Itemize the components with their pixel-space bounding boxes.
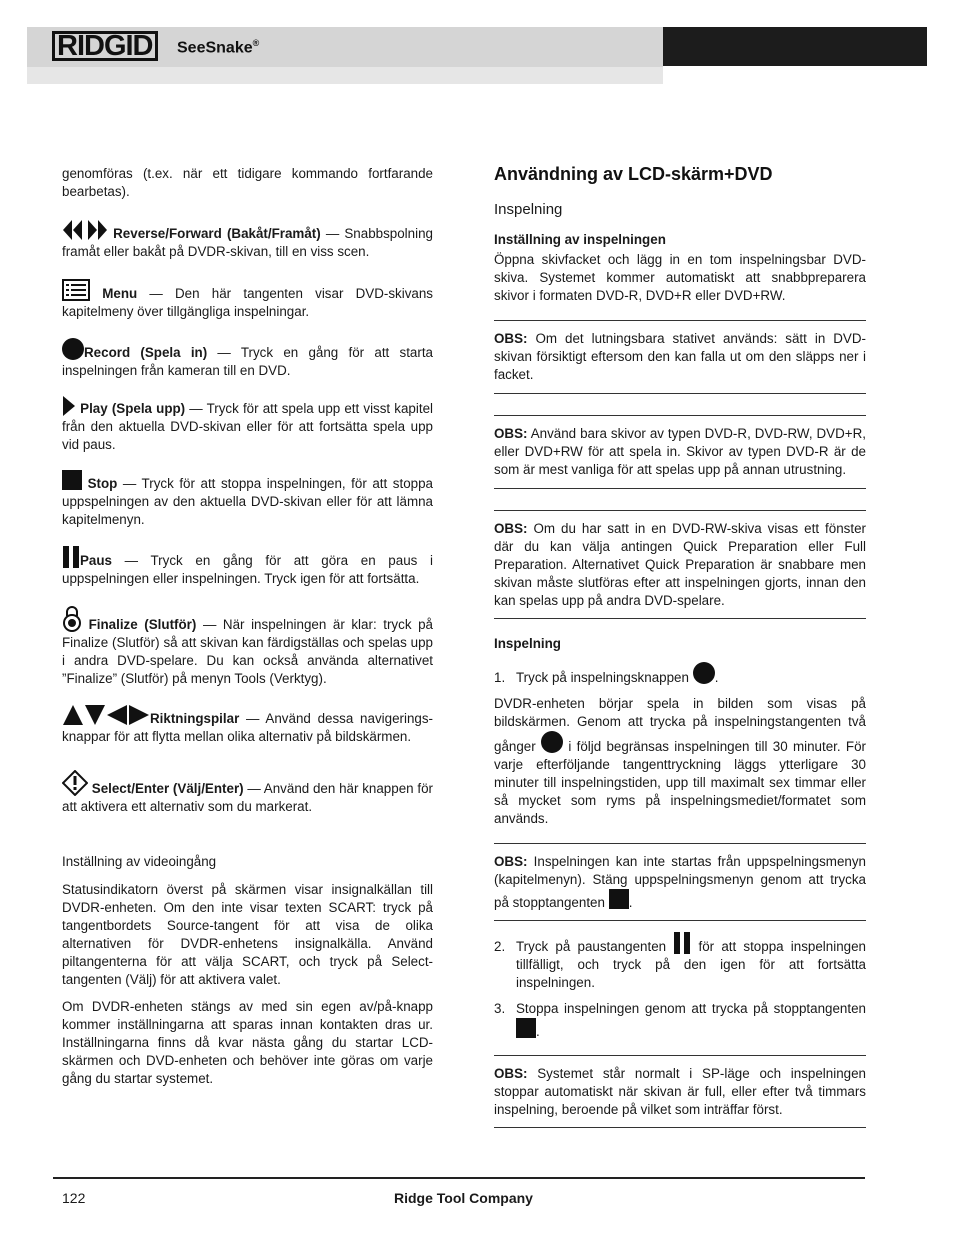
arrows-item: Riktningspilar — Använd dessa navigerings-knappar för att flytta mellan olika alternativ på bildskärmen. (62, 704, 433, 746)
left-column (62, 165, 433, 1088)
stop-icon (609, 889, 629, 909)
stop-icon (62, 470, 82, 490)
page-number: 122 (62, 1190, 86, 1206)
divider (494, 1127, 866, 1128)
pause-item: Paus — Tryck en gång för att göra en paus i uppspelningen eller inspelningen. Tryck igen för att fortsätta. (62, 546, 433, 588)
footer-rule (53, 1177, 865, 1179)
note-sp-mode: OBS: Systemet står normalt i SP-läge och inspelningen stoppar automatiskt när skivan är full, eller efter två timmars inspelning, beroende på vilket som inträffar först. (494, 1066, 866, 1117)
note-disc-types: OBS: Använd bara skivor av typen DVD-R, DVD-RW, DVD+R, eller DVD+RW för att spela in. Skivor av typen DVD-R är de som är mest vanliga för att spelas upp på annan utrustning. (494, 426, 866, 477)
record-icon (62, 338, 84, 360)
recording-paragraph: DVDR-enheten börjar spela in bilden som visas på bildskärmen. Genom att trycka på inspelningstangenten två gånger i följd begränsas inspelningen till 30 minuter. För varje efterföljande tangenttryckning läggs ytterligare 30 minuter till inspelningstiden, upp till maximalt sex timmar eller så mycket som ryms på inspelningsmediet/formatet som används. (494, 696, 866, 826)
pause-icon (62, 546, 80, 568)
step-3: 3. Stoppa inspelningen genom att trycka på stopptangenten . (494, 1001, 866, 1039)
divider (494, 320, 866, 321)
divider (494, 618, 866, 619)
reverse-forward-icon (62, 219, 108, 241)
step-2: 2. Tryck på paustangenten för att stoppa inspelningen tillfälligt, och tryck på den igen för att fortsätta inspelningen. (494, 932, 866, 992)
divider (494, 415, 866, 416)
divider (494, 843, 866, 844)
ridgid-logo: RIDGID (52, 30, 158, 63)
menu-icon (62, 279, 90, 301)
company-name: Ridge Tool Company (394, 1190, 533, 1206)
divider (494, 393, 866, 394)
video-input-paragraph-1: Statusindikatorn överst på skärmen visar insignalkällan till DVDR-enheten. Om den inte visar texten SCART: tryck på tangentbordets Source-tangent för att visa de olika alternativen för DVDR-enhetens insignalkälla. Använd piltangenterna för att välja SCART, och tryck på Select-tangenten (Välj) för att aktivera valet. (62, 882, 433, 987)
divider (494, 920, 866, 921)
setup-text: Öppna skivfacket och lägg in en tom inspelningsbar DVD-skiva. Systemet kommer automatiskt att snabbpreparera skivor i formaten DVD-R, DVD+R eller DVD+RW. (494, 252, 866, 303)
note-dvd-rw: OBS: Om du har satt in en DVD-RW-skiva visas ett fönster där du kan välja antingen Quick Preparation eller Full Preparation. Alternativet Quick Preparation är snabbare men skivan måste slutföras efter att inspelningen gjorts, innan den kan spelas upp på andra DVD-spelare. (494, 521, 866, 608)
section-subtitle: Inspelning (494, 201, 563, 218)
menu-item: Menu — Den här tangenten visar DVD-skivans kapitelmeny över tillgängliga inspelningar. (62, 279, 433, 321)
finalize-lock-icon (62, 606, 82, 632)
pause-icon (673, 932, 691, 954)
section-title: Användning av LCD-skärm+DVD (494, 164, 773, 184)
note-tilt-stand: OBS: Om det lutningsbara stativet används: sätt in DVD-skivan försiktigt eftersom den kan falla ut om den släpps ner i facket. (494, 331, 866, 382)
direction-arrows-icon (62, 704, 150, 726)
divider (494, 488, 866, 489)
stop-icon (516, 1018, 536, 1038)
video-input-heading: Inställning av videoingång (62, 854, 217, 869)
intro-text: genomföras (t.ex. när ett tidigare kommando fortfarande bearbetas). (62, 166, 433, 199)
record-item: Record (Spela in) — Tryck en gång för att starta inspelningen från kameran till en DVD. (62, 338, 433, 380)
play-icon (62, 396, 76, 416)
finalize-item: Finalize (Slutför) — När inspelningen är klar: tryck på Finalize (Slutför) så att skivan kan färdigställas och spelas upp i andra DVD-spelare. Du kan också använda alternativet ”Finalize” (Slutför) på menyn Tools (Verktyg). (62, 606, 433, 688)
record-icon (541, 731, 563, 753)
note-playback-menu: OBS: Inspelningen kan inte startas från uppspelningsmenyn (kapitelmenyn). Stäng uppspelningsmenyn genom att trycka på stopptangenten . (494, 854, 866, 910)
record-icon (693, 662, 715, 684)
header-underbar (27, 67, 663, 84)
video-input-paragraph-2: Om DVDR-enheten stängs av med sin egen av/på-knapp kommer inställningarna att sparas innan kontakten dras ur. Inställningarna finns då kvar nästa gång du startar LCD-skärmen och DVD-enheten och behöver inte göras om varje gång du startar systemet. (62, 999, 433, 1086)
header-black-block (663, 27, 927, 66)
divider (494, 510, 866, 511)
setup-heading: Inställning av inspelningen (494, 232, 666, 247)
stop-item: Stop — Tryck för att stoppa inspelningen, för att stoppa uppspelningen av den aktuella DVD-skivan eller för att lämna kapitelmenyn. (62, 470, 433, 529)
product-name: SeeSnake® (177, 38, 260, 57)
divider (494, 1055, 866, 1056)
right-column (494, 165, 866, 1128)
select-item: Select/Enter (Välj/Enter) — Använd den här knappen för att aktivera ett alternativ som du markerat. (62, 770, 433, 816)
step-1: 1. Tryck på inspelningsknappen . (494, 662, 866, 687)
recording-heading: Inspelning (494, 636, 561, 651)
reverse-forward-item: Reverse/Forward (Bakåt/Framåt) — Snabbspolning framåt eller bakåt på DVDR-skivan, till en viss scen. (62, 219, 433, 261)
select-enter-icon (62, 770, 88, 796)
play-item: Play (Spela upp) — Tryck för att spela upp ett visst kapitel från den aktuella DVD-skivan eller för att fortsätta spela upp vid paus. (62, 396, 433, 454)
